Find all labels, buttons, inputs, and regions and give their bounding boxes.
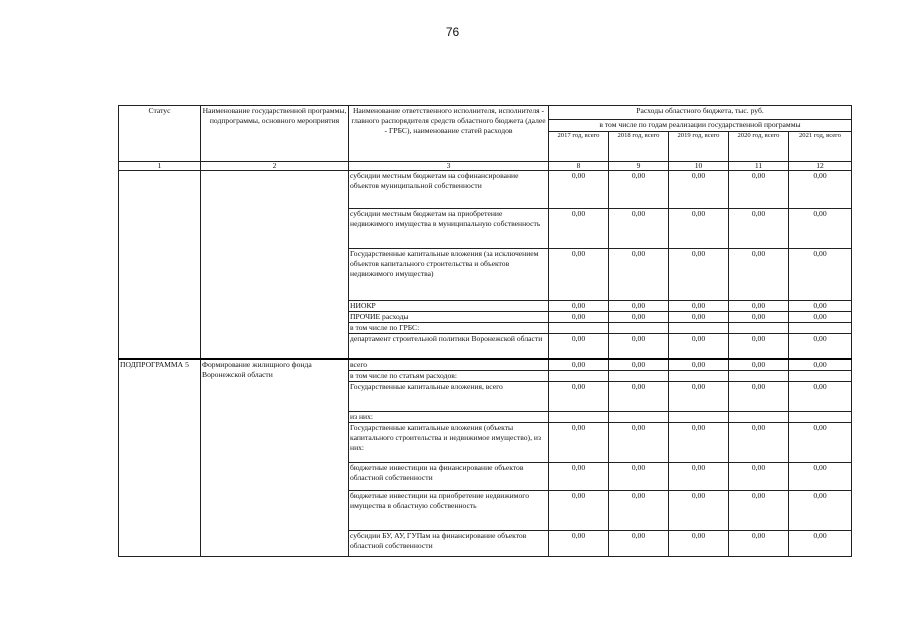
status-cell-empty [119, 171, 201, 360]
value-cell: 0,00 [549, 462, 609, 490]
value-cell: 0,00 [609, 171, 669, 209]
value-cell: 0,00 [549, 311, 609, 322]
header-year: 2020 год, всего [729, 132, 789, 162]
value-cell: 0,00 [789, 381, 852, 411]
value-cell: 0,00 [609, 249, 669, 301]
expense-item-label: бюджетные инвестиции на финансирование объектов областной собственности [349, 462, 549, 490]
value-cell: 0,00 [669, 462, 729, 490]
value-cell: 0,00 [609, 530, 669, 556]
expense-item-label: субсидии БУ, АУ, ГУПам на финансирование объектов областной собственности [349, 530, 549, 556]
expense-item-label: департамент строительной политики Воронежской области [349, 333, 549, 359]
value-cell: 0,00 [669, 381, 729, 411]
expense-item-label: ПРОЧИЕ расходы [349, 311, 549, 322]
page-number: 76 [445, 25, 460, 39]
value-cell: 0,00 [609, 381, 669, 411]
value-cell: 0,00 [729, 381, 789, 411]
value-cell: 0,00 [549, 359, 609, 370]
column-number: 3 [349, 162, 549, 171]
value-cell: 0,00 [729, 333, 789, 359]
value-cell: 0,00 [549, 490, 609, 530]
table-row [119, 171, 852, 209]
value-cell: 0,00 [789, 209, 852, 249]
value-cell: 0,00 [609, 422, 669, 462]
value-cell: 0,00 [789, 311, 852, 322]
value-cell: 0,00 [789, 301, 852, 312]
column-number: 1 [119, 162, 201, 171]
header-year: 2021 год, всего [789, 132, 852, 162]
value-cell: 0,00 [609, 462, 669, 490]
value-cell: 0,00 [669, 490, 729, 530]
header-year: 2017 год, всего [549, 132, 609, 162]
value-cell: 0,00 [549, 171, 609, 209]
value-cell: 0,00 [549, 530, 609, 556]
value-cell: 0,00 [609, 301, 669, 312]
value-cell: 0,00 [789, 359, 852, 370]
value-cell: 0,00 [729, 209, 789, 249]
value-cell: 0,00 [789, 530, 852, 556]
header-year: 2018 год, всего [609, 132, 669, 162]
subprogram-name: Формирование жилищного фонда Воронежской области [201, 359, 349, 556]
value-cell: 0,00 [669, 209, 729, 249]
value-cell: 0,00 [669, 333, 729, 359]
expense-item-label: Государственные капитальные вложения (за исключением объектов капитального строительства и объектов недвижимого имущества) [349, 249, 549, 301]
value-cell [609, 370, 669, 381]
value-cell: 0,00 [549, 301, 609, 312]
expense-item-label: Государственные капитальные вложения (объекты капитального строительства и недвижимое имущество), из них: [349, 422, 549, 462]
expense-item-label: в том числе по статьям расходов: [349, 370, 549, 381]
value-cell [729, 322, 789, 333]
value-cell: 0,00 [789, 171, 852, 209]
value-cell: 0,00 [729, 462, 789, 490]
value-cell: 0,00 [609, 490, 669, 530]
value-cell: 0,00 [729, 249, 789, 301]
value-cell: 0,00 [729, 422, 789, 462]
value-cell: 0,00 [609, 333, 669, 359]
value-cell [549, 411, 609, 422]
value-cell: 0,00 [549, 333, 609, 359]
header-year: 2019 год, всего [669, 132, 729, 162]
budget-table [118, 105, 852, 557]
value-cell: 0,00 [549, 422, 609, 462]
column-number: 8 [549, 162, 609, 171]
value-cell [789, 411, 852, 422]
value-cell: 0,00 [669, 422, 729, 462]
subprogram-status: ПОДПРОГРАММА 5 [119, 359, 201, 556]
value-cell: 0,00 [669, 249, 729, 301]
value-cell: 0,00 [609, 311, 669, 322]
value-cell: 0,00 [729, 311, 789, 322]
value-cell [669, 322, 729, 333]
value-cell: 0,00 [549, 249, 609, 301]
value-cell [609, 322, 669, 333]
header-by-years: в том числе по годам реализации государственной программы [549, 120, 852, 132]
value-cell [669, 411, 729, 422]
header-executor: Наименование ответственного исполнителя, исполнителя - главного распорядителя средств областного бюджета (далее - ГРБС), наименование статей расходов [349, 106, 549, 162]
value-cell: 0,00 [669, 301, 729, 312]
value-cell: 0,00 [669, 171, 729, 209]
header-program: Наименование государственной программы, подпрограммы, основного мероприятия [201, 106, 349, 162]
expense-item-label: всего [349, 359, 549, 370]
column-number: 10 [669, 162, 729, 171]
value-cell: 0,00 [729, 171, 789, 209]
value-cell: 0,00 [669, 311, 729, 322]
expense-item-label: в том числе по ГРБС: [349, 322, 549, 333]
column-number: 12 [789, 162, 852, 171]
header-status: Статус [119, 106, 201, 162]
expense-item-label: субсидии местным бюджетам на софинансирование объектов муниципальной собственности [349, 171, 549, 209]
value-cell [789, 370, 852, 381]
value-cell: 0,00 [789, 249, 852, 301]
value-cell [549, 370, 609, 381]
column-number: 9 [609, 162, 669, 171]
value-cell [729, 370, 789, 381]
value-cell: 0,00 [729, 530, 789, 556]
program-cell-empty [201, 171, 349, 360]
value-cell: 0,00 [669, 530, 729, 556]
value-cell: 0,00 [729, 490, 789, 530]
expense-item-label: НИОКР [349, 301, 549, 312]
value-cell: 0,00 [729, 301, 789, 312]
value-cell [549, 322, 609, 333]
value-cell: 0,00 [789, 490, 852, 530]
value-cell: 0,00 [549, 381, 609, 411]
value-cell: 0,00 [789, 422, 852, 462]
column-number-row [119, 162, 852, 171]
value-cell: 0,00 [549, 209, 609, 249]
column-number: 11 [729, 162, 789, 171]
table-row [119, 359, 852, 370]
expense-item-label: бюджетные инвестиции на приобретение недвижимого имущества в областную собственность [349, 490, 549, 530]
value-cell [669, 370, 729, 381]
expense-item-label: субсидии местным бюджетам на приобретение недвижимого имущества в муниципальную собственность [349, 209, 549, 249]
header-expenses: Расходы областного бюджета, тыс. руб. [549, 106, 852, 120]
column-number: 2 [201, 162, 349, 171]
value-cell [609, 411, 669, 422]
expense-item-label: Государственные капитальные вложения, всего [349, 381, 549, 411]
value-cell [729, 411, 789, 422]
expense-item-label: из них: [349, 411, 549, 422]
table-header [119, 106, 852, 171]
value-cell: 0,00 [609, 359, 669, 370]
value-cell: 0,00 [789, 333, 852, 359]
value-cell: 0,00 [729, 359, 789, 370]
value-cell: 0,00 [609, 209, 669, 249]
value-cell [789, 322, 852, 333]
value-cell: 0,00 [669, 359, 729, 370]
value-cell: 0,00 [789, 462, 852, 490]
